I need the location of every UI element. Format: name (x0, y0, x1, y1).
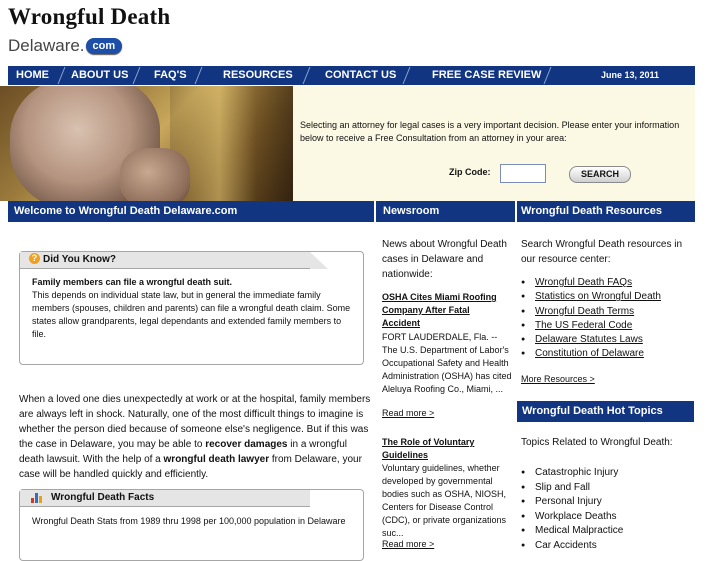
info-icon: ? (29, 253, 40, 264)
list-item[interactable]: ● Workplace Deaths (521, 510, 623, 525)
logo-subtitle-word: Delaware. (8, 36, 85, 55)
zip-code-input[interactable] (500, 164, 546, 183)
search-button[interactable]: SEARCH (569, 166, 631, 183)
list-item[interactable]: ● Personal Injury (521, 495, 623, 510)
did-you-know-header-cap (310, 252, 328, 269)
resource-link-statistics[interactable]: Statistics on Wrongful Death (535, 291, 661, 303)
did-you-know-lead: Family members can file a wrongful death suit. (32, 277, 233, 287)
nav-contact-us[interactable]: CONTACT US (325, 69, 397, 81)
list-item[interactable]: ● Catastrophic Injury (521, 466, 623, 481)
list-item[interactable]: ● Car Accidents (521, 539, 623, 554)
did-you-know-header (20, 252, 310, 269)
recover-damages-text: recover damages (205, 439, 288, 450)
hero-photo-hand (120, 148, 190, 201)
facts-title: Wrongful Death Facts (51, 492, 155, 503)
list-item (521, 305, 661, 319)
resource-link-faqs[interactable]: Wrongful Death FAQs (535, 277, 633, 288)
news-article-1-link[interactable]: OSHA Cites Miami Roofing Company After Fatal Accident (382, 292, 497, 328)
list-item (521, 347, 661, 361)
nav-about-us[interactable]: ABOUT US (71, 69, 129, 81)
hot-topics-heading: Wrongful Death Hot Topics (517, 401, 694, 422)
did-you-know-body: This depends on individual state law, but in general the immediate family members (spouses, children and parents) can file a wrongful death claim. Some states allow grandparents, legal dependants and extended family members to file. (32, 290, 351, 339)
did-you-know-title: Did You Know? (43, 254, 116, 265)
main-nav (8, 66, 695, 85)
facts-header (20, 490, 310, 507)
facts-body: Wrongful Death Stats from 1989 thru 1998 per 100,000 population in Delaware (32, 516, 346, 526)
news-article-2-read-more[interactable]: Read more > (382, 539, 435, 549)
nav-home[interactable]: HOME (16, 69, 49, 81)
list-item (521, 319, 661, 333)
wrongful-death-facts-box (19, 489, 364, 561)
nav-separator (403, 67, 411, 84)
nav-separator (195, 67, 203, 84)
more-resources-link[interactable]: More Resources > (521, 374, 595, 384)
resources-intro: Search Wrongful Death resources in our resource center: (521, 239, 683, 265)
logo-com-pill: com (86, 38, 123, 54)
nav-resources[interactable]: RESOURCES (223, 69, 293, 81)
logo-subtitle (8, 36, 122, 56)
nav-separator (303, 67, 311, 84)
bar-chart-icon (31, 493, 44, 503)
hot-topics-intro: Topics Related to Wrongful Death: (521, 437, 673, 448)
news-article-1-read-more[interactable]: Read more > (382, 408, 435, 418)
list-item (521, 276, 661, 290)
list-item (521, 333, 661, 347)
resources-heading: Wrongful Death Resources (517, 201, 695, 222)
list-item[interactable]: ● Slip and Fall (521, 481, 623, 496)
newsroom-heading: Newsroom (376, 201, 515, 222)
news-article-2-text: Voluntary guidelines, whether developed by governmental bodies such as OSHA, NIOSH, Centers for Disease Control (CDC), or private organizations suc... (382, 463, 507, 538)
nav-separator (133, 67, 141, 84)
nav-separator (58, 67, 66, 84)
resource-link-constitution[interactable]: Constitution of Delaware (535, 348, 644, 360)
nav-faqs[interactable]: FAQ'S (154, 69, 187, 81)
intro-text-2: in a wrongful death lawsuit. With the help of a (19, 439, 347, 465)
welcome-heading: Welcome to Wrongful Death Delaware.com (8, 201, 374, 222)
consultation-text: Selecting an attorney for legal cases is a very important decision. Please enter your information below to receive a Free Consultation from an attorney in your area: (300, 120, 680, 143)
resource-link-statutes[interactable]: Delaware Statutes Laws (535, 334, 643, 346)
intro-text-3: from Delaware, your case will be handled quickly and efficiently. (19, 454, 362, 480)
list-item (521, 290, 661, 304)
nav-free-case-review[interactable]: FREE CASE REVIEW (432, 69, 542, 81)
hero-photo (0, 86, 293, 201)
news-article-2-link[interactable]: The Role of Voluntary Guidelines (382, 437, 475, 460)
zip-code-label: Zip Code: (449, 167, 491, 177)
resource-link-federal-code[interactable]: The US Federal Code (535, 319, 633, 331)
consultation-panel (293, 86, 695, 201)
resources-list (521, 276, 661, 362)
newsroom-intro: News about Wrongful Death cases in Delaware and nationwide: (382, 239, 507, 280)
hot-topics-list (521, 466, 623, 553)
intro-text-1: When a loved one dies unexpectedly at work or at the hospital, family members are always left in shock. Naturally, one of the most difficult things to imagine is whether the person died because of someone else's negligence. But if this was the case in Delaware, you may be able to (19, 394, 371, 450)
did-you-know-box (19, 251, 364, 365)
list-item[interactable]: ● Medical Malpractice (521, 524, 623, 539)
nav-separator (544, 67, 552, 84)
resource-link-terms[interactable]: Wrongful Death Terms (535, 305, 635, 317)
wrongful-death-lawyer-text: wrongful death lawyer (163, 454, 270, 465)
nav-date: June 13, 2011 (600, 70, 659, 80)
news-article-1-text: FORT LAUDERDALE, Fla. -- The U.S. Department of Labor's Occupational Safety and Health Administration (OSHA) has cited Aleluya Roofing Co., Miami, ... (382, 332, 512, 394)
site-logo[interactable] (8, 4, 171, 55)
logo-title: Wrongful Death (8, 4, 171, 29)
intro-paragraph (19, 392, 371, 482)
